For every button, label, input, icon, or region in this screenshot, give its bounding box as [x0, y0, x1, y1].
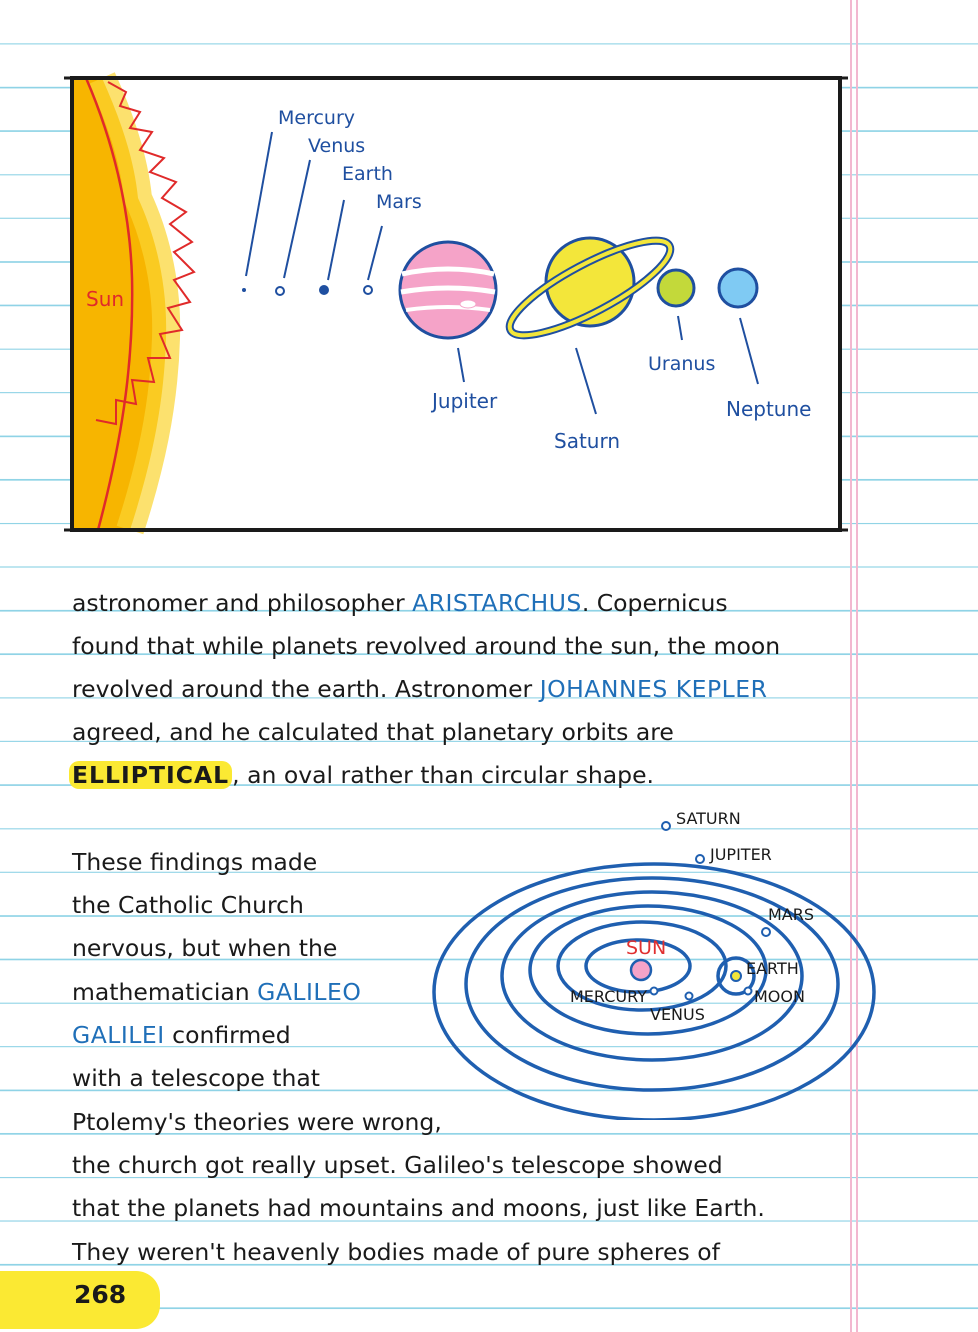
text-fragment: astronomer and philosopher [72, 589, 413, 617]
venus-dot [686, 993, 693, 1000]
paragraph2-line8: the church got really upset. Galileo's telescope showed [72, 1151, 723, 1179]
page-number: 268 [74, 1280, 127, 1309]
text-fragment: confirmed [164, 1021, 291, 1049]
mercury-planet [242, 288, 246, 292]
venus-label: Venus [308, 135, 366, 157]
highlight-elliptical: ELLIPTICAL [69, 761, 232, 789]
orbit-moon-label: MOON [754, 987, 805, 1006]
orbit-earth-label: EARTH [746, 959, 799, 978]
uranus-label: Uranus [648, 353, 716, 375]
keyword-galileo: GALILEO [257, 978, 362, 1006]
sun-label: Sun [86, 287, 125, 311]
paragraph1-line2: found that while planets revolved around the sun, the moon [72, 632, 781, 660]
orbit-mercury-label: MERCURY [570, 987, 647, 1006]
planet-lineup-svg [72, 78, 840, 530]
text-fragment: revolved around the earth. Astronomer [72, 675, 540, 703]
mercury-dot [651, 988, 658, 995]
text-fragment: mathematician [72, 978, 258, 1006]
orbit-venus-label: VENUS [650, 1005, 705, 1024]
moon-dot [745, 988, 752, 995]
keyword-johannes-kepler: JOHANNES KEPLER [539, 675, 768, 703]
text-fragment: . Copernicus [581, 589, 728, 617]
paragraph2-line1: These findings made [72, 848, 318, 876]
jupiter-dot [696, 855, 704, 863]
notebook-margin-line [850, 0, 852, 1332]
orbit-saturn-label: SATURN [676, 809, 741, 828]
sun-center [631, 960, 651, 980]
saturn-dot [662, 822, 670, 830]
paragraph2-line7: Ptolemy's theories were wrong, [72, 1108, 442, 1136]
paragraph2-line4 [72, 977, 361, 1007]
orbit-sun-label: SUN [626, 937, 667, 959]
paragraph1-line5 [72, 760, 654, 790]
neptune-planet [719, 269, 757, 307]
text-fragment: , an oval rather than circular shape. [232, 761, 655, 789]
paragraph2-line2: the Catholic Church [72, 891, 304, 919]
paragraph1-line3 [72, 674, 767, 704]
uranus-planet [658, 270, 694, 306]
paragraph2-line5 [72, 1020, 291, 1050]
neptune-label: Neptune [726, 397, 812, 421]
planet-lineup-figure [72, 78, 840, 530]
kepler-orbit-diagram [430, 800, 890, 1120]
jupiter-label: Jupiter [432, 389, 498, 413]
mars-dot [762, 928, 770, 936]
orbit-svg [430, 800, 890, 1120]
paragraph1-line4: agreed, and he calculated that planetary orbits are [72, 718, 674, 746]
keyword-galilei: GALILEI [72, 1021, 165, 1049]
orbit-mars-label: MARS [768, 905, 815, 924]
mars-label: Mars [376, 191, 422, 213]
orbit-jupiter-label: JUPITER [710, 845, 772, 864]
earth-planet [319, 285, 329, 295]
earth-dot [731, 971, 741, 981]
mercury-label: Mercury [278, 107, 356, 129]
earth-label: Earth [342, 163, 393, 185]
paragraph2-line10: They weren't heavenly bodies made of pure spheres of [72, 1238, 720, 1266]
keyword-aristarchus: ARISTARCHUS [412, 589, 582, 617]
notebook-margin-line-2 [856, 0, 858, 1332]
paragraph2-line6: with a telescope that [72, 1064, 320, 1092]
jupiter-planet [400, 242, 496, 338]
paragraph2-line9: that the planets had mountains and moons, just like Earth. [72, 1194, 765, 1222]
paragraph2-line3: nervous, but when the [72, 934, 338, 962]
saturn-label: Saturn [554, 429, 621, 453]
paragraph1-line1 [72, 588, 728, 618]
